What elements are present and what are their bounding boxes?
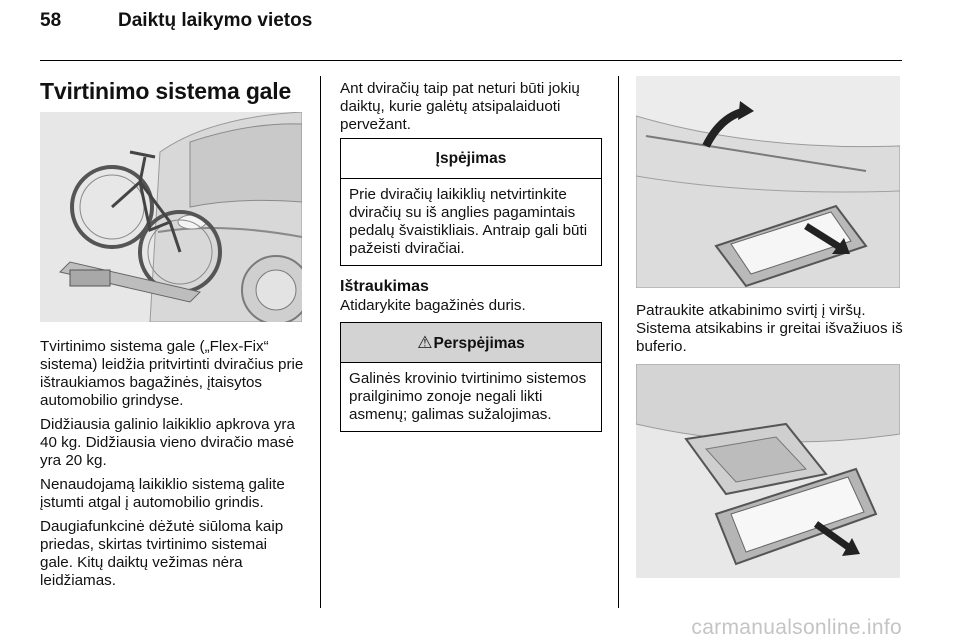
middle-intro: Ant dviračių taip pat neturi būti jokių daiktų, kurie galėtų atsipalaiduoti pervežant. <box>340 80 580 133</box>
subheading: Ištraukimas <box>340 278 429 295</box>
page-number: 58 <box>40 10 62 31</box>
left-column <box>40 338 304 596</box>
paragraph: Didžiausia galinio laikiklio apkrova yra 40 kg. Didžiausia vieno dviračio masė yra 20 kg. <box>40 416 295 469</box>
warning-box <box>340 322 602 432</box>
right-caption: Patraukite atkabinimo svirtį į viršų. Sistema atsikabins ir greitai išvažiuos iš buferio. <box>636 302 903 355</box>
warning-header <box>341 323 601 363</box>
paragraph: Nenaudojamą laikiklio sistemą galite įstumti atgal į automobilio grindis. <box>40 476 285 511</box>
instruction-text: Atidarykite bagažinės duris. <box>340 297 526 314</box>
paragraph: Daugiafunkcinė dėžutė siūloma kaip priedas, skirtas tvirtinimo sistemai gale. Kitų daiktų vežimas nėra leidžiamas. <box>40 518 284 589</box>
column-divider <box>320 76 321 608</box>
warning-triangle-icon: ⚠ <box>417 333 433 352</box>
paragraph: Tvirtinimo sistema gale („Flex-Fix“ sistema) leidžia pritvirtinti dviračius prie ištraukiamos bagažinės, įtaisytos automobilio grindyse. <box>40 338 304 409</box>
warning-heading: Perspėjimas <box>433 335 525 352</box>
carrier-extended-illustration <box>636 364 900 578</box>
warning-body: Galinės krovinio tvirtinimo sistemos prailginimo zonoje negali likti asmenų; galimas sužalojimas. <box>349 370 587 423</box>
column-divider <box>618 76 619 608</box>
release-lever-illustration <box>636 76 900 288</box>
header-rule <box>40 60 902 61</box>
section-title: Tvirtinimo sistema gale <box>40 78 292 104</box>
notice-body: Prie dviračių laikiklių netvirtinkite dviračių su iš anglies pagamintais pedalų švaistikliais. Antraip gali būti pažeisti dviračiai. <box>349 186 588 257</box>
notice-box <box>340 138 602 266</box>
watermark: carmanualsonline.info <box>691 616 902 639</box>
notice-heading: Įspėjimas <box>341 139 601 179</box>
page-header-title: Daiktų laikymo vietos <box>118 10 313 31</box>
bicycle-carrier-illustration <box>40 112 302 322</box>
